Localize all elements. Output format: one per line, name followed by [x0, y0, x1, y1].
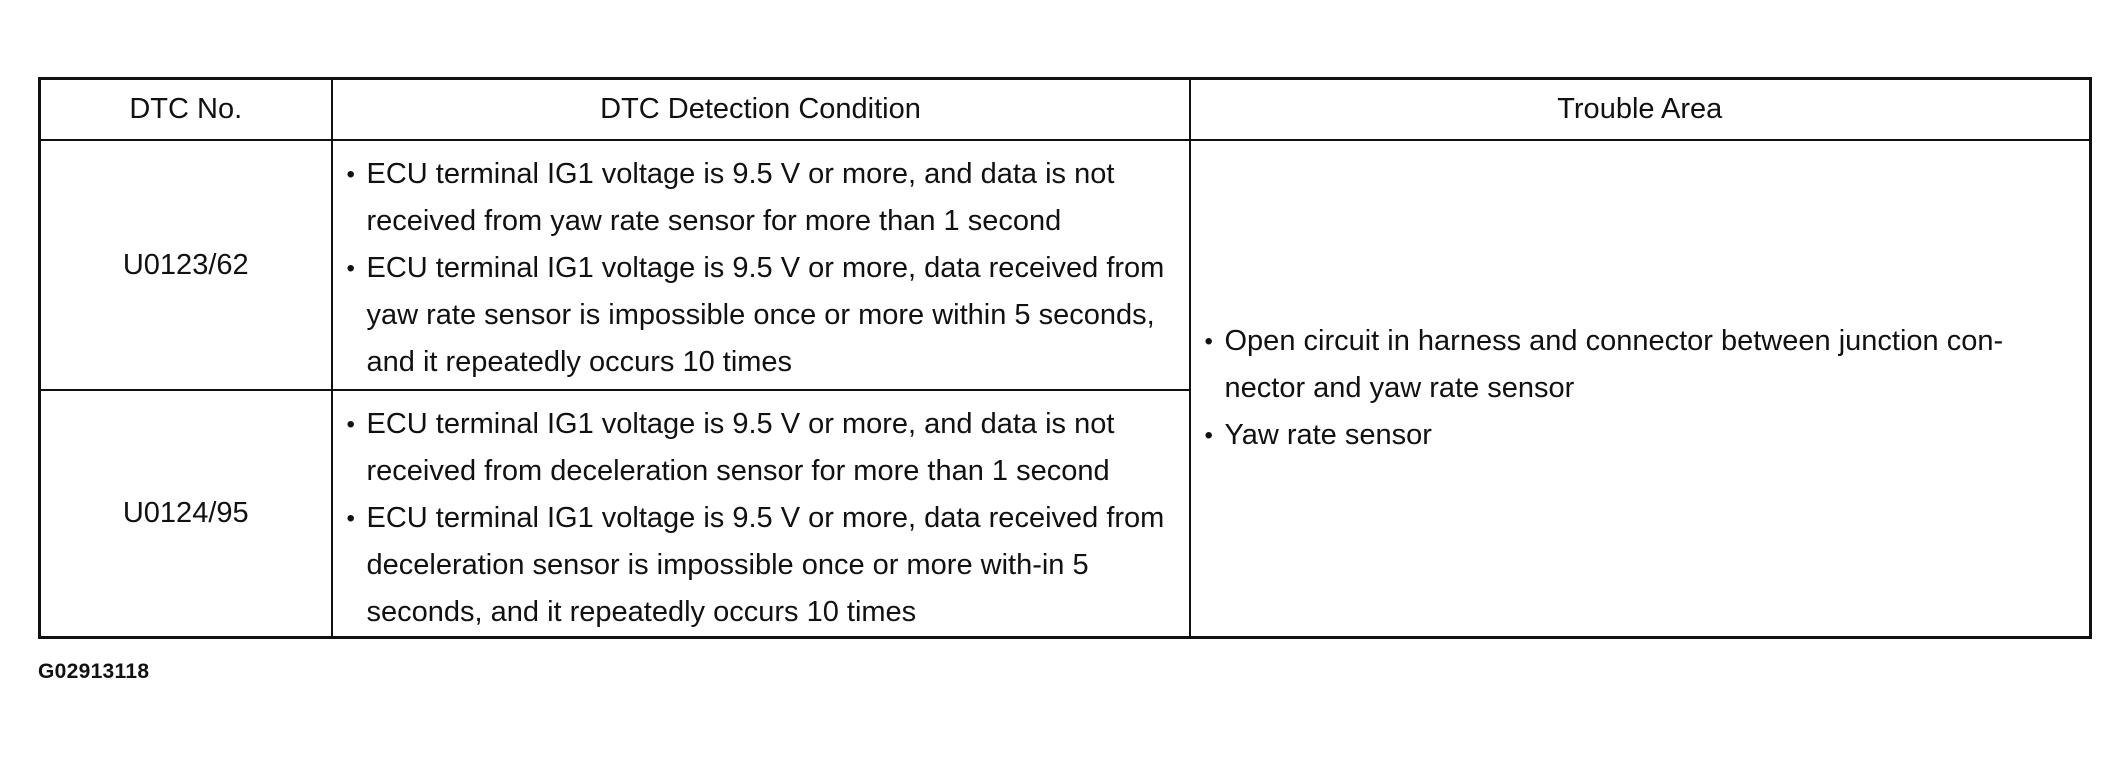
dtc-code-cell: U0124/95 [40, 390, 332, 638]
trouble-area-cell [1190, 140, 2091, 638]
bullet-icon: • [1204, 328, 1213, 355]
bullet-icon: • [346, 505, 355, 532]
trouble-area-item [1205, 412, 2080, 459]
detection-condition-cell [332, 390, 1190, 638]
condition-text: ECU terminal IG1 voltage is 9.5 V or more, and data is not received from yaw rate sensor for more than 1 second [366, 158, 1115, 237]
table-row [40, 140, 2091, 390]
header-dtc-no: DTC No. [40, 79, 332, 141]
dtc-code-cell: U0123/62 [40, 140, 332, 390]
bullet-icon: • [1204, 422, 1213, 449]
trouble-area-item [1205, 318, 2080, 412]
table-header-row [40, 79, 2091, 141]
header-trouble-area: Trouble Area [1190, 79, 2091, 141]
condition-list [347, 401, 1179, 636]
condition-item [347, 401, 1179, 495]
condition-text: ECU terminal IG1 voltage is 9.5 V or more, data received from yaw rate sensor is impossible once or more within 5 seconds, and it repeatedly occurs 10 times [366, 252, 1165, 378]
trouble-area-text: Yaw rate sensor [1224, 419, 1432, 451]
bullet-icon: • [346, 161, 355, 188]
dtc-table [38, 77, 2092, 639]
condition-text: ECU terminal IG1 voltage is 9.5 V or more, data received from deceleration sensor is impossible once or more with-in 5 seconds, and it repeatedly occurs 10 times [366, 502, 1165, 628]
figure-code: G02913118 [38, 660, 150, 683]
condition-item [347, 151, 1179, 245]
bullet-icon: • [346, 411, 355, 438]
condition-item [347, 245, 1179, 386]
header-detection-condition: DTC Detection Condition [332, 79, 1190, 141]
bullet-icon: • [346, 255, 355, 282]
condition-list [347, 151, 1179, 386]
condition-item [347, 495, 1179, 636]
trouble-area-text: Open circuit in harness and connector between junction con-nector and yaw rate sensor [1224, 325, 2004, 404]
trouble-area-list [1205, 318, 2080, 459]
detection-condition-cell [332, 140, 1190, 390]
condition-text: ECU terminal IG1 voltage is 9.5 V or more, and data is not received from deceleration sensor for more than 1 second [366, 408, 1115, 487]
